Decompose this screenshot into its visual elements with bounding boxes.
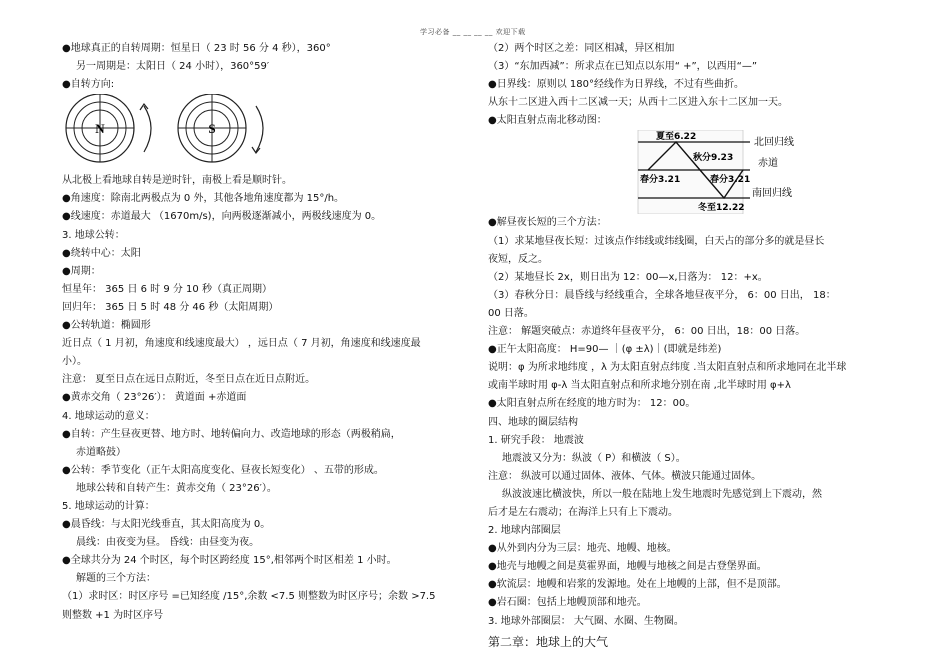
text-line: 注意： 解题突破点：赤道终年昼夜平分， 6：00 日出，18：00 日落。 (488, 326, 806, 338)
text-line: ●软流层：地幔和岩浆的发源地。处在上地幔的上部，但不是顶部。 (488, 579, 787, 591)
text-line: 说明：φ 为所求地纬度 ，λ 为太阳直射点纬度 .当太阳直射点和所求地同在北半球 (488, 362, 847, 374)
text-line: 小）。 (62, 356, 87, 368)
south-tropic-label: 南回归线 (752, 188, 792, 200)
equator-label: 赤道 (758, 158, 778, 170)
text-line: （1）求时区：时区序号 =已知经度 /15°,余数 <7.5 则整数为时区序号；余数 >7.5 (62, 591, 436, 603)
text-line: ●晨昏线：与太阳光线垂直，其太阳高度为 0。 (62, 519, 271, 531)
text-line: ●自转方向: (62, 79, 115, 91)
text-line: 解题的三个方法： (76, 573, 156, 585)
text-line: 1. 研究手段： 地震波 (488, 434, 584, 446)
text-line: ●解昼夜长短的三个方法： (488, 217, 607, 229)
text-line: （1）求某地昼夜长短：过该点作纬线或纬线圈，白天占的部分多的就是昼长 (488, 235, 825, 247)
text-line: 后才是左右震动；在海洋上只有上下震动。 (488, 506, 678, 518)
text-line: （3）“东加西减”：所求点在已知点以东用“ +”，以西用“—” (488, 61, 758, 73)
text-line: ●黄赤交角（ 23°26′）： 黄道面 +赤道面 (62, 392, 247, 404)
text-line: 注意： 纵波可以通过固体、液体、气体。横波只能通过固体。 (488, 470, 762, 482)
text-line: 3. 地球外部圈层： 大气圈、水圈、生物圈。 (488, 615, 684, 627)
left-column (62, 40, 472, 625)
winter-label: 冬至12.22 (698, 203, 745, 214)
south-label: S (208, 121, 216, 137)
text-line: 地球公转和自转产生：黄赤交角（ 23°26′）。 (76, 482, 277, 494)
text-line: 或南半球时用 φ-λ 当太阳直射点和所求地分别在南 ,北半球时用 φ+λ (488, 380, 791, 392)
chapter-title: 第二章：地球上的大气 (488, 634, 609, 649)
rotation-diagram (62, 94, 362, 172)
text-line: 晨线：由夜变为昼。 昏线：由昼变为夜。 (76, 537, 260, 549)
text-line: ●地壳与地幔之间是莫霍界面，地幔与地核之间是古登堡界面。 (488, 561, 767, 573)
summer-label: 夏至6.22 (656, 132, 697, 143)
text-line: 赤道略鼓） (76, 446, 126, 458)
text-line: 夜短，反之。 (488, 253, 548, 265)
text-line: （2）两个时区之差：同区相减，异区相加 (488, 43, 675, 54)
spring-label-right: 春分3.21 (710, 175, 751, 186)
text-line: 4. 地球运动的意义： (62, 410, 155, 422)
text-line: ●线速度：赤道最大 （1670m/s)，向两极逐渐减小，两极线速度为 0。 (62, 211, 382, 223)
text-line: ●太阳直射点南北移动图： (488, 115, 607, 127)
text-line: ●从外到内分为三层：地壳、地幔、地核。 (488, 543, 677, 555)
text-line: 从东十二区进入西十二区减一天；从西十二区进入东十二区加一天。 (488, 97, 788, 109)
text-line: 2. 地球内部圈层 (488, 525, 561, 537)
rotation-figure (62, 94, 472, 172)
text-line: 纵波波速比横波快，所以一般在陆地上发生地震时先感觉到上下震动，然 (502, 488, 822, 500)
text-line: 从北极上看地球自转是逆时针，南极上看是顺时针。 (62, 175, 292, 187)
text-line: ●周期： (62, 265, 101, 277)
text-line: 回归年： 365 日 5 时 48 分 46 秒（太阳周期） (62, 301, 279, 313)
north-pole-globe (66, 94, 151, 162)
sun-movement-figure (488, 130, 913, 214)
right-column (488, 40, 913, 651)
text-line: 则整数 +1 为时区序号 (62, 609, 164, 621)
text-line: 恒星年： 365 日 6 时 9 分 10 秒（真正周期） (62, 283, 272, 295)
north-tropic-label: 北回归线 (754, 137, 794, 149)
autumn-label: 秋分9.23 (693, 153, 734, 164)
text-line: 地震波又分为：纵波（ P）和横波（ S）。 (502, 452, 686, 464)
text-line: 另一周期是：太阳日（ 24 小时），360°59′ (76, 61, 270, 73)
text-line: ●自转：产生昼夜更替、地方时、地转偏向力、改造地球的形态（两极稍扁， (62, 428, 401, 440)
south-pole-globe (178, 94, 263, 162)
text-line: ●日界线：原则以 180°经线作为日界线，不过有些曲折。 (488, 79, 744, 91)
text-line: ●太阳直射点所在经度的地方时为： 12：00。 (488, 398, 696, 410)
text-line: ●岩石圈：包括上地幔顶部和地壳。 (488, 597, 647, 609)
text-line: ●地球真正的自转周期：恒星日（ 23 时 56 分 4 秒），360° (62, 43, 331, 54)
spring-label-left: 春分3.21 (640, 175, 681, 186)
text-line: 近日点（ 1 月初，角速度和线速度最大） ，远日点（ 7 月初，角速度和线速度最 (62, 338, 421, 350)
text-line: ●公转轨道：椭圆形 (62, 320, 151, 332)
text-line: 5. 地球运动的计算： (62, 500, 155, 512)
text-line: ●绕转中心：太阳 (62, 247, 141, 259)
text-line: ●角速度：除南北两极点为 0 外，其他各地角速度都为 15°/h。 (62, 193, 345, 205)
text-line: 注意： 夏至日点在远日点附近，冬至日点在近日点附近。 (62, 374, 316, 386)
text-line: 00 日落。 (488, 307, 534, 319)
text-line: （2）某地昼长 2x，则日出为 12：00—x,日落为： 12：+x。 (488, 271, 768, 283)
section-heading: 四、地球的圈层结构 (488, 416, 578, 428)
sun-movement-diagram (488, 130, 913, 214)
page-header: 学习必备 __ __ __ __ 欢迎下载 (420, 28, 526, 36)
text-line: ●公转：季节变化（正午太阳高度变化、昼夜长短变化） 、五带的形成。 (62, 464, 384, 476)
text-line: ●全球共分为 24 个时区，每个时区跨经度 15°,相邻两个时区相差 1 小时。 (62, 555, 397, 567)
north-label: N (95, 121, 105, 137)
text-line: ●正午太阳高度： H=90— ｜(φ ±λ)｜(即就是纬差) (488, 344, 722, 356)
text-line: 3. 地球公转： (62, 229, 125, 241)
text-line: （3）春秋分日：晨昏线与经线重合，全球各地昼夜平分， 6：00 日出， 18： (488, 289, 836, 301)
